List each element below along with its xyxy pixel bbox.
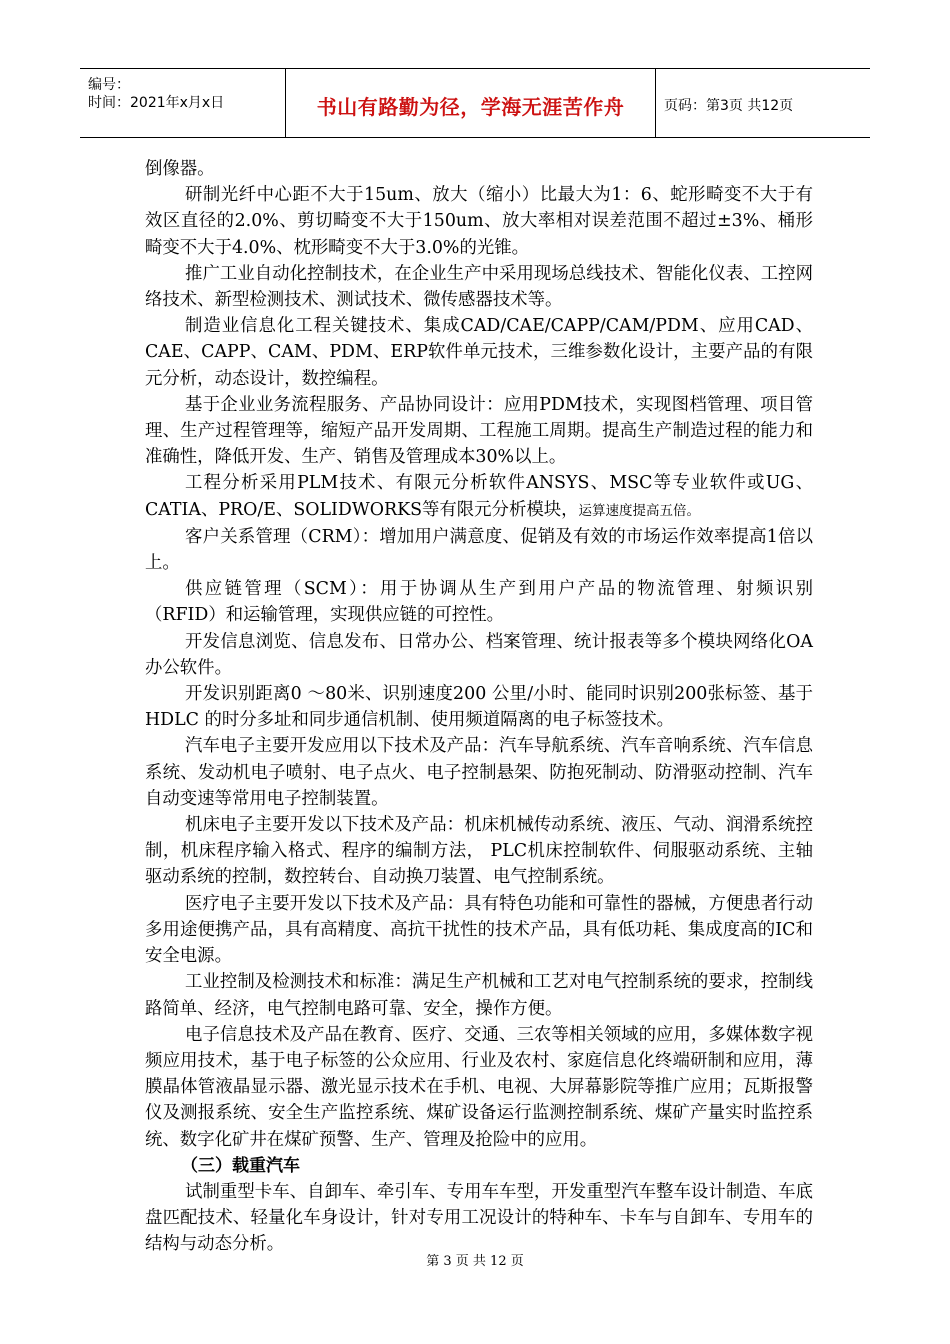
paragraph: 供应链管理（SCM）：用于协调从生产到用户产品的物流管理、射频识别（RFID）和运输管理，实现供应链的可控性。 — [145, 579, 813, 626]
paragraph-text: 工程分析采用PLM技术、有限元分析软件ANSYS、MSC等专业软件或UG、CATIA、PRO/E、SOLIDWORKS等有限元分析模块， — [145, 473, 813, 520]
section-heading: （三）载重汽车 — [181, 1155, 300, 1176]
paragraph-small-text: 运算速度提高五倍。 — [578, 502, 701, 519]
paragraph: 医疗电子主要开发以下技术及产品：具有特色功能和可靠性的器械，方便患者行动多用途便携产品，具有高精度、高抗干扰性的技术产品，具有低功耗、集成度高的IC和安全电源。 — [145, 893, 813, 967]
paragraph: 机床电子主要开发以下技术及产品：机床机械传动系统、液压、气动、润滑系统控制，机床程序输入格式、程序的编制方法， PLC机床控制软件、伺服驱动系统、主轴驱动系统的控制，数控转台、自动换刀装置、电气控制系统。 — [145, 815, 813, 888]
paragraph: 制造业信息化工程关键技术、集成CAD/CAE/CAPP/CAM/PDM、应用CAD、CAE、CAPP、CAM、PDM、ERP软件单元技术，三维参数化设计，主要产品的有限元分析，动态设计，数控编程。 — [145, 316, 813, 389]
paragraph — [145, 470, 813, 523]
paragraph: 客户关系管理（CRM）：增加用户满意度、促销及有效的市场运作效率提高1倍以上。 — [145, 526, 813, 574]
page-header — [80, 68, 870, 138]
paragraph: 开发信息浏览、信息发布、日常办公、档案管理、统计报表等多个模块网络化OA办公软件。 — [145, 631, 813, 678]
header-motto: 书山有路勤为径，学海无涯苦作舟 — [316, 95, 625, 119]
page-footer: 第 3 页 共 12 页 — [426, 1254, 524, 1269]
document-body — [145, 156, 813, 1258]
paragraph: 倒像器。 — [145, 159, 215, 179]
paragraph: 基于企业业务流程服务、产品协同设计：应用PDM技术，实现图档管理、项目管理、生产过程管理等，缩短产品开发周期、工程施工周期。提高生产制造过程的能力和准确性，降低开发、生产、销售及管理成本30%以上。 — [145, 394, 813, 468]
paragraph: 推广工业自动化控制技术，在企业生产中采用现场总线技术、智能化仪表、工控网络技术、新型检测技术、测试技术、微传感器技术等。 — [145, 263, 813, 311]
header-meta — [88, 69, 284, 137]
document-date: 时间：2021年x月x日 — [88, 95, 225, 111]
header-page-info: 页码：第3页 共12页 — [664, 98, 794, 114]
document-number-label: 编号： — [88, 77, 130, 93]
paragraph: 电子信息技术及产品在教育、医疗、交通、三农等相关领域的应用，多媒体数字视频应用技术，基于电子标签的公众应用、行业及农村、家庭信息化终端研制和应用，薄膜晶体管液晶显示器、激光显示技术在手机、电视、大屏幕影院等推广应用；瓦斯报警仪及测报系统、安全生产监控系统、煤矿设备运行监测控制系统、煤矿产量实时监控系统、数字化矿井在煤矿预警、生产、管理及抢险中的应用。 — [145, 1024, 813, 1150]
paragraph: 工业控制及检测技术和标准：满足生产机械和工艺对电气控制系统的要求，控制线路简单、经济，电气控制电路可靠、安全，操作方便。 — [145, 972, 813, 1019]
paragraph: 试制重型卡车、自卸车、牵引车、专用车车型，开发重型汽车整车设计制造、车底盘匹配技术、轻量化车身设计，针对专用工况设计的特种车、卡车与自卸车、专用车的结构与动态分析。 — [145, 1181, 813, 1255]
paragraph: 开发识别距离0 ～80米、识别速度200 公里/小时、能同时识别200张标签、基于 HDLC 的时分多址和同步通信机制、使用频道隔离的电子标签技术。 — [145, 684, 813, 731]
paragraph: 研制光纤中心距不大于15um、放大（缩小）比最大为1：6、蛇形畸变不大于有效区直径的2.0%、剪切畸变不大于150um、放大率相对误差范围不超过±3%、桶形畸变不大于4.0%、枕形畸变不大于3.0%的光锥。 — [145, 185, 813, 258]
paragraph: 汽车电子主要开发应用以下技术及产品：汽车导航系统、汽车音响系统、汽车信息系统、发动机电子喷射、电子点火、电子控制悬架、防抱死制动、防滑驱动控制、汽车自动变速等常用电子控制装置。 — [145, 736, 813, 809]
header-divider — [655, 69, 656, 137]
